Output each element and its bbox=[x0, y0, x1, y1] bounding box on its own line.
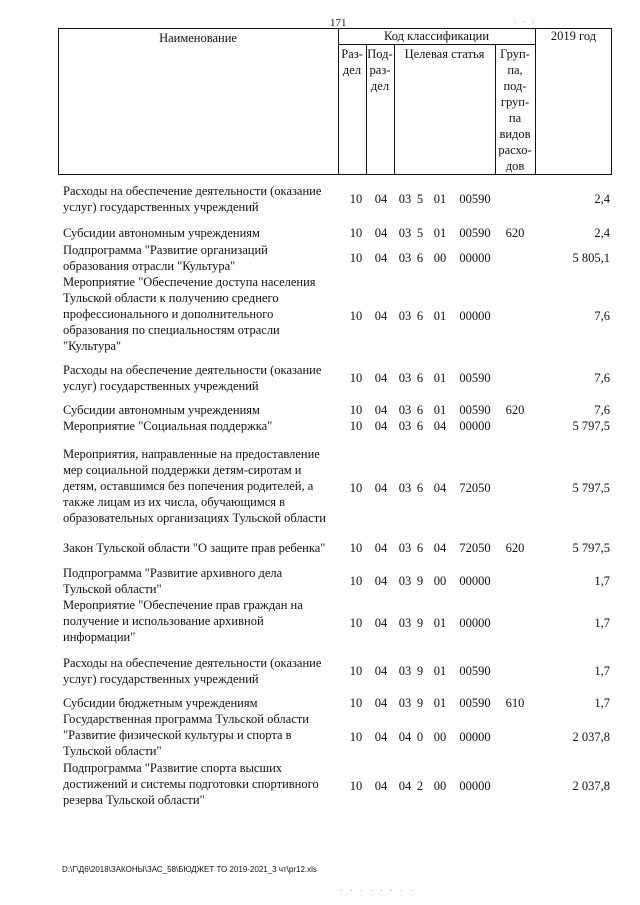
cell-cs-direction: 00590 bbox=[459, 403, 491, 417]
row-name bbox=[63, 418, 341, 434]
cell-cs-event: 01 bbox=[433, 309, 447, 323]
cell-razdel: 10 bbox=[349, 481, 363, 495]
cell-razdel: 10 bbox=[349, 616, 363, 630]
cell-razdel: 10 bbox=[349, 309, 363, 323]
header-name: Наименование bbox=[159, 31, 237, 45]
row-name-line: Субсидии бюджетным учреждениям bbox=[63, 696, 258, 710]
cell-sum: 5 797,5 bbox=[572, 481, 610, 495]
cell-sum: 5 797,5 bbox=[572, 541, 610, 555]
row-name-line: Подпрограмма "Развитие архивного дела bbox=[63, 566, 283, 580]
row-name bbox=[63, 565, 341, 597]
cell-cs-subprogram: 6 bbox=[416, 309, 424, 323]
cell-cs-subprogram: 2 bbox=[416, 779, 424, 793]
cell-sum: 7,6 bbox=[594, 371, 610, 385]
cell-cs-event: 00 bbox=[433, 779, 447, 793]
row-name bbox=[63, 225, 341, 241]
cell-cs-direction: 00000 bbox=[459, 574, 491, 588]
cell-cs-event: 01 bbox=[433, 226, 447, 240]
cell-expense-group: 620 bbox=[505, 403, 525, 417]
cell-sum: 1,7 bbox=[594, 574, 610, 588]
cell-razdel: 10 bbox=[349, 371, 363, 385]
table-row bbox=[0, 711, 640, 759]
row-name bbox=[63, 274, 341, 354]
cell-cs-program: 03 bbox=[398, 696, 412, 710]
cell-cs-program: 03 bbox=[398, 419, 412, 433]
row-name bbox=[63, 695, 341, 711]
cell-cs-program: 03 bbox=[398, 371, 412, 385]
cell-cs-event: 00 bbox=[433, 251, 447, 265]
header-year: 2019 год bbox=[550, 29, 597, 43]
cell-cs-event: 01 bbox=[433, 371, 447, 385]
row-name bbox=[63, 540, 341, 556]
cell-cs-subprogram: 6 bbox=[416, 419, 424, 433]
cell-cs-direction: 00590 bbox=[459, 371, 491, 385]
cell-podrazdel: 04 bbox=[374, 664, 388, 678]
cell-cs-event: 04 bbox=[433, 481, 447, 495]
row-name-line: "Культура" bbox=[63, 339, 122, 353]
cell-cs-subprogram: 9 bbox=[416, 664, 424, 678]
cell-cs-event: 01 bbox=[433, 664, 447, 678]
row-name-line: Расходы на обеспечение деятельности (оказание bbox=[63, 363, 322, 377]
cell-cs-program: 03 bbox=[398, 481, 412, 495]
cell-expense-group: 610 bbox=[505, 696, 525, 710]
row-name-line: информации" bbox=[63, 630, 136, 644]
cell-cs-direction: 72050 bbox=[459, 541, 491, 555]
file-path-footer: D:\Г\Д6\2018\ЗАКОНЫ\ЗАС_58\БЮДЖЕТ ТО 2019-2021_3 чт\pr12.xls bbox=[62, 865, 317, 874]
cell-cs-program: 03 bbox=[398, 226, 412, 240]
row-name-line: Закон Тульской области "О защите прав ребенка" bbox=[63, 541, 326, 555]
cell-cs-direction: 00590 bbox=[459, 664, 491, 678]
cell-razdel: 10 bbox=[349, 403, 363, 417]
header-code-group: Код классификации bbox=[383, 29, 490, 43]
cell-razdel: 10 bbox=[349, 541, 363, 555]
scan-noise: · · · bbox=[514, 18, 536, 27]
cell-sum: 1,7 bbox=[594, 664, 610, 678]
cell-podrazdel: 04 bbox=[374, 192, 388, 206]
cell-sum: 2,4 bbox=[594, 192, 610, 206]
table-row bbox=[0, 183, 640, 215]
row-name-line: образования отрасли "Культура" bbox=[63, 259, 236, 273]
cell-cs-subprogram: 6 bbox=[416, 371, 424, 385]
row-name-line: резерва Тульской области" bbox=[63, 793, 205, 807]
table-row bbox=[0, 760, 640, 808]
cell-sum: 7,6 bbox=[594, 403, 610, 417]
cell-cs-subprogram: 6 bbox=[416, 481, 424, 495]
row-name-line: мер социальной поддержки детям-сиротам и bbox=[63, 463, 302, 477]
table-row bbox=[0, 655, 640, 687]
row-name-line: также лицам из их числа, обучающимся в bbox=[63, 495, 286, 509]
row-name-line: Подпрограмма "Развитие спорта высших bbox=[63, 761, 283, 775]
cell-cs-direction: 00590 bbox=[459, 696, 491, 710]
cell-cs-program: 03 bbox=[398, 574, 412, 588]
header-razdel: Раз- дел bbox=[341, 47, 363, 77]
row-name-line: образовательных организациях Тульской области bbox=[63, 511, 326, 525]
table-row bbox=[0, 597, 640, 645]
cell-cs-event: 01 bbox=[433, 616, 447, 630]
cell-sum: 2,4 bbox=[594, 226, 610, 240]
row-name-line: Мероприятия, направленные на предоставление bbox=[63, 447, 320, 461]
cell-cs-program: 03 bbox=[398, 616, 412, 630]
cell-razdel: 10 bbox=[349, 192, 363, 206]
cell-sum: 5 805,1 bbox=[572, 251, 610, 265]
cell-razdel: 10 bbox=[349, 226, 363, 240]
cell-cs-direction: 00000 bbox=[459, 730, 491, 744]
cell-razdel: 10 bbox=[349, 419, 363, 433]
cell-razdel: 10 bbox=[349, 251, 363, 265]
table-row bbox=[0, 242, 640, 274]
header-podrazdel: Под- раз- дел bbox=[367, 47, 393, 93]
cell-razdel: 10 bbox=[349, 779, 363, 793]
row-name-line: "Развитие физической культуры и спорта в bbox=[63, 728, 292, 742]
cell-cs-subprogram: 5 bbox=[416, 226, 424, 240]
row-name-line: Мероприятие "Обеспечение доступа населения bbox=[63, 275, 316, 289]
cell-razdel: 10 bbox=[349, 574, 363, 588]
cell-cs-direction: 00000 bbox=[459, 251, 491, 265]
row-name-line: Тульской области к получению среднего bbox=[63, 291, 279, 305]
table-header bbox=[58, 28, 612, 175]
cell-cs-program: 03 bbox=[398, 309, 412, 323]
table-row bbox=[0, 565, 640, 597]
row-name bbox=[63, 760, 341, 808]
cell-cs-program: 04 bbox=[398, 779, 412, 793]
cell-cs-subprogram: 5 bbox=[416, 192, 424, 206]
row-name-line: Государственная программа Тульской области bbox=[63, 712, 309, 726]
cell-cs-subprogram: 6 bbox=[416, 403, 424, 417]
cell-cs-subprogram: 6 bbox=[416, 251, 424, 265]
cell-cs-direction: 00000 bbox=[459, 419, 491, 433]
cell-cs-subprogram: 0 bbox=[416, 730, 424, 744]
table-row bbox=[0, 225, 640, 241]
cell-cs-program: 04 bbox=[398, 730, 412, 744]
cell-cs-direction: 72050 bbox=[459, 481, 491, 495]
cell-expense-group: 620 bbox=[505, 541, 525, 555]
cell-podrazdel: 04 bbox=[374, 779, 388, 793]
table-row bbox=[0, 446, 640, 526]
cell-cs-event: 00 bbox=[433, 574, 447, 588]
scan-noise-footer: · · · · · · · · bbox=[340, 887, 416, 895]
cell-cs-event: 00 bbox=[433, 730, 447, 744]
table-row bbox=[0, 402, 640, 418]
page-number: 171 bbox=[330, 17, 347, 29]
cell-cs-direction: 00000 bbox=[459, 309, 491, 323]
row-name bbox=[63, 242, 341, 274]
row-name-line: Тульской области" bbox=[63, 744, 162, 758]
cell-sum: 7,6 bbox=[594, 309, 610, 323]
table-row bbox=[0, 540, 640, 556]
row-name bbox=[63, 183, 341, 215]
row-name-line: получение и использование архивной bbox=[63, 614, 264, 628]
row-name bbox=[63, 597, 341, 645]
header-gruppa: Груп- па, под- груп- па видов расхо- дов bbox=[498, 47, 532, 173]
cell-cs-event: 01 bbox=[433, 192, 447, 206]
cell-cs-program: 03 bbox=[398, 403, 412, 417]
cell-razdel: 10 bbox=[349, 696, 363, 710]
table-row bbox=[0, 418, 640, 434]
row-name-line: Мероприятие "Социальная поддержка" bbox=[63, 419, 273, 433]
table-row bbox=[0, 362, 640, 394]
cell-cs-direction: 00590 bbox=[459, 192, 491, 206]
cell-cs-subprogram: 9 bbox=[416, 616, 424, 630]
cell-cs-program: 03 bbox=[398, 664, 412, 678]
row-name-line: детям, оставшимся без попечения родителей, а bbox=[63, 479, 314, 493]
row-name-line: Подпрограмма "Развитие организаций bbox=[63, 243, 268, 257]
cell-sum: 1,7 bbox=[594, 616, 610, 630]
row-name bbox=[63, 446, 341, 526]
cell-podrazdel: 04 bbox=[374, 403, 388, 417]
cell-cs-direction: 00590 bbox=[459, 226, 491, 240]
cell-expense-group: 620 bbox=[505, 226, 525, 240]
row-name-line: Расходы на обеспечение деятельности (оказание bbox=[63, 184, 322, 198]
cell-cs-subprogram: 9 bbox=[416, 574, 424, 588]
row-name-line: Тульской области" bbox=[63, 582, 162, 596]
cell-podrazdel: 04 bbox=[374, 574, 388, 588]
cell-cs-direction: 00000 bbox=[459, 616, 491, 630]
cell-cs-program: 03 bbox=[398, 541, 412, 555]
cell-cs-subprogram: 6 bbox=[416, 541, 424, 555]
cell-cs-event: 01 bbox=[433, 403, 447, 417]
cell-sum: 5 797,5 bbox=[572, 419, 610, 433]
row-name bbox=[63, 655, 341, 687]
table-row bbox=[0, 695, 640, 711]
cell-razdel: 10 bbox=[349, 664, 363, 678]
cell-podrazdel: 04 bbox=[374, 371, 388, 385]
cell-sum: 2 037,8 bbox=[572, 730, 610, 744]
cell-cs-event: 04 bbox=[433, 541, 447, 555]
cell-razdel: 10 bbox=[349, 730, 363, 744]
cell-podrazdel: 04 bbox=[374, 730, 388, 744]
cell-cs-event: 01 bbox=[433, 696, 447, 710]
cell-cs-direction: 00000 bbox=[459, 779, 491, 793]
row-name-line: Субсидии автономным учреждениям bbox=[63, 403, 260, 417]
row-name-line: услуг) государственных учреждений bbox=[63, 379, 259, 393]
row-name-line: услуг) государственных учреждений bbox=[63, 672, 259, 686]
row-name bbox=[63, 711, 341, 759]
cell-podrazdel: 04 bbox=[374, 251, 388, 265]
cell-podrazdel: 04 bbox=[374, 309, 388, 323]
cell-sum: 1,7 bbox=[594, 696, 610, 710]
row-name-line: образования по специальностям отрасли bbox=[63, 323, 280, 337]
row-name-line: Субсидии автономным учреждениям bbox=[63, 226, 260, 240]
row-name-line: Расходы на обеспечение деятельности (оказание bbox=[63, 656, 322, 670]
cell-podrazdel: 04 bbox=[374, 616, 388, 630]
row-name-line: Мероприятие "Обеспечение прав граждан на bbox=[63, 598, 303, 612]
cell-cs-program: 03 bbox=[398, 251, 412, 265]
row-name bbox=[63, 402, 341, 418]
cell-podrazdel: 04 bbox=[374, 419, 388, 433]
cell-podrazdel: 04 bbox=[374, 226, 388, 240]
cell-cs-event: 04 bbox=[433, 419, 447, 433]
row-name bbox=[63, 362, 341, 394]
cell-cs-subprogram: 9 bbox=[416, 696, 424, 710]
row-name-line: профессионального и дополнительного bbox=[63, 307, 274, 321]
cell-sum: 2 037,8 bbox=[572, 779, 610, 793]
table-row bbox=[0, 274, 640, 354]
cell-cs-program: 03 bbox=[398, 192, 412, 206]
header-tselevaya: Целевая статья bbox=[404, 47, 485, 61]
cell-podrazdel: 04 bbox=[374, 696, 388, 710]
row-name-line: достижений и системы подготовки спортивного bbox=[63, 777, 319, 791]
cell-podrazdel: 04 bbox=[374, 541, 388, 555]
cell-podrazdel: 04 bbox=[374, 481, 388, 495]
row-name-line: услуг) государственных учреждений bbox=[63, 200, 259, 214]
